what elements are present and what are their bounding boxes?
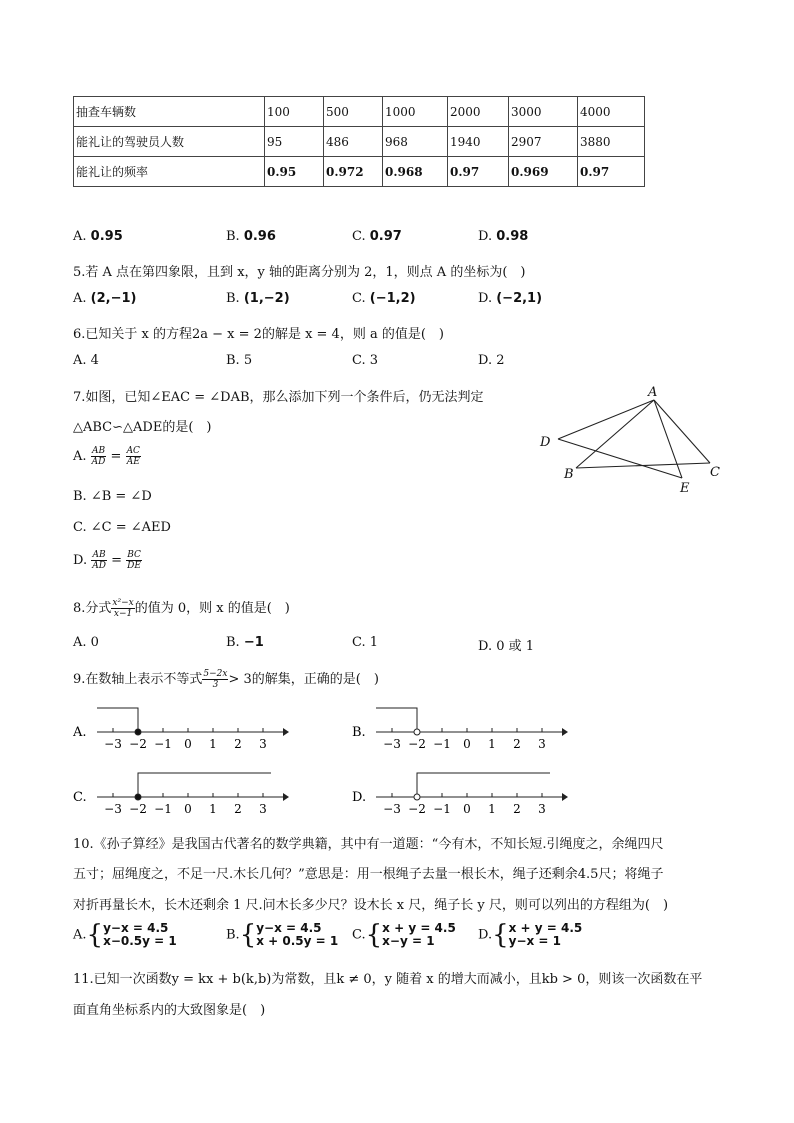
segment-de [558, 439, 682, 478]
tick-label: −1 [154, 802, 172, 816]
q6-option-d[interactable]: D. 2 [478, 353, 505, 368]
q6-text: 6.已知关于 x 的方程2a − x = 2的解是 x = 4，则 a 的值是( ) [73, 327, 444, 342]
segment-ad [558, 400, 654, 439]
option-letter: B. [352, 725, 366, 740]
tick-label: −1 [433, 737, 451, 751]
q9-option-c-numberline[interactable] [73, 765, 293, 825]
tick-label: 0 [184, 737, 192, 751]
segment-ac [654, 400, 710, 463]
row-label: 抽查车辆数 [74, 97, 265, 127]
tick-label: 0 [184, 802, 192, 816]
table-cell: 0.97 [578, 157, 645, 187]
tick-label: 3 [259, 802, 267, 816]
option-letter: C. [73, 790, 87, 805]
q8-option-a[interactable]: A. 0 [73, 635, 99, 650]
table-cell: 0.968 [383, 157, 448, 187]
label-c: C [710, 465, 720, 480]
q7-line2: △ABC∽△ADE的是( ) [73, 420, 212, 435]
table-cell: 4000 [578, 97, 645, 127]
solution-range [376, 708, 417, 732]
tick-label: −2 [408, 802, 426, 816]
tick-label: 2 [513, 802, 521, 816]
tick-label: 0 [463, 802, 471, 816]
q8-text: 8.分式 $\frac{\text{x²−x}}{x-1}$ 的值为 0，则 x 的值是( ) [73, 598, 290, 619]
q10-option-a[interactable]: A.{y−x = 4.5 x−0.5y = 1 [73, 920, 177, 950]
table-cell: 0.972 [324, 157, 383, 187]
table-cell: 486 [324, 127, 383, 157]
table-row [74, 127, 645, 157]
q6-option-c[interactable]: C. 3 [352, 353, 379, 368]
hollow-endpoint [414, 729, 420, 735]
q10-line2: 五寸；屈绳度之，不足一尺.木长几何？”意思是：用一根绳子去量一根长木，绳子还剩余4.5尺；将绳子 [73, 867, 664, 882]
tick-label: 3 [259, 737, 267, 751]
option-letter: D. [352, 790, 367, 805]
tick-label: 2 [513, 737, 521, 751]
tick-label: 3 [538, 802, 546, 816]
table-cell: 1000 [383, 97, 448, 127]
q4-option-c[interactable]: C. 0.97 [352, 229, 402, 244]
q7-option-c[interactable]: C. ∠C = ∠AED [73, 520, 171, 535]
row-label: 能礼让的频率 [74, 157, 265, 187]
q4-option-a[interactable]: A. 0.95 [73, 229, 123, 244]
tick-label: 2 [234, 737, 242, 751]
q6-option-b[interactable]: B. 5 [226, 353, 253, 368]
table-cell: 3000 [509, 97, 578, 127]
axis-arrow [562, 793, 568, 801]
q9-option-b-numberline[interactable] [352, 700, 572, 760]
table-cell: 0.969 [509, 157, 578, 187]
q7-option-a[interactable]: A. $\frac{AB}{AD}$ = $\frac{AC}{AE}$ [73, 446, 140, 467]
q10-option-c[interactable]: C.{x + y = 4.5 x−y = 1 [352, 920, 456, 950]
tick-label: 3 [538, 737, 546, 751]
q8-option-c[interactable]: C. 1 [352, 635, 379, 650]
q6-option-a[interactable]: A. 4 [73, 353, 99, 368]
solution-range [97, 708, 138, 732]
tick-label: 1 [209, 737, 217, 751]
q4-option-b[interactable]: B. 0.96 [226, 229, 276, 244]
table-row [74, 157, 645, 187]
table-row [74, 97, 645, 127]
segment-ab [576, 400, 654, 468]
segment-bc [576, 463, 710, 468]
table-cell: 1940 [448, 127, 509, 157]
table-cell: 2907 [509, 127, 578, 157]
axis-arrow [283, 793, 289, 801]
table-cell: 500 [324, 97, 383, 127]
tick-label: −1 [154, 737, 172, 751]
q7-option-d[interactable]: D. $\frac{AB}{AD}$ = $\frac{BC}{DE}$ [73, 550, 141, 571]
q11-line2: 面直角坐标系内的大致图象是( ) [73, 1003, 266, 1018]
label-a: A [648, 385, 658, 400]
q9-text: 9.在数轴上表示不等式 $\frac{5-2x}{3}$ > 3的解集，正确的是( ) [73, 669, 379, 690]
solid-endpoint [135, 729, 141, 735]
solid-endpoint [135, 794, 141, 800]
tick-label: −1 [433, 802, 451, 816]
tick-label: 1 [488, 737, 496, 751]
tick-label: 2 [234, 802, 242, 816]
tick-label: −2 [129, 737, 147, 751]
q5-option-d[interactable]: D. (−2,1) [478, 291, 543, 306]
q4-option-d[interactable]: D. 0.98 [478, 229, 529, 244]
tick-label: 0 [463, 737, 471, 751]
tick-label: 1 [209, 802, 217, 816]
table-cell: 100 [265, 97, 324, 127]
tick-label: −2 [129, 802, 147, 816]
tick-label: −3 [383, 802, 401, 816]
q10-option-d[interactable]: D.{x + y = 4.5 y−x = 1 [478, 920, 583, 950]
q7-line1: 7.如图，已知∠EAC = ∠DAB，那么添加下列一个条件后，仍无法判定 [73, 390, 484, 405]
label-b: B [564, 467, 574, 482]
q8-option-d[interactable]: D. 0 或 1 [478, 639, 535, 654]
q11-line1: 11.已知一次函数y = kx + b(k,b)为常数，且k ≠ 0，y 随着 x 的增大而减小，且kb > 0，则该一次函数在平 [73, 972, 703, 987]
tick-label: 1 [488, 802, 496, 816]
q8-option-b[interactable]: B. −1 [226, 635, 264, 650]
row-label: 能礼让的驾驶员人数 [74, 127, 265, 157]
q10-option-b[interactable]: B.{y−x = 4.5 x + 0.5y = 1 [226, 920, 339, 950]
label-d: D [540, 435, 551, 450]
hollow-endpoint [414, 794, 420, 800]
q5-option-a[interactable]: A. (2,−1) [73, 291, 137, 306]
tick-label: −3 [104, 737, 122, 751]
table-cell: 968 [383, 127, 448, 157]
q9-option-d-numberline[interactable] [352, 765, 572, 825]
tick-label: −3 [383, 737, 401, 751]
table-cell: 3880 [578, 127, 645, 157]
tick-label: −2 [408, 737, 426, 751]
q10-line3: 对折再量长木，长木还剩余 1 尺.问木长多少尺？设木长 x 尺，绳子长 y 尺，则可以列出的方程组为( ) [73, 898, 669, 913]
q7-triangle-figure [530, 380, 730, 500]
label-e: E [680, 481, 690, 496]
option-letter: A. [73, 725, 87, 740]
table-cell: 2000 [448, 97, 509, 127]
solution-range [417, 773, 550, 797]
q9-option-a-numberline[interactable] [73, 700, 293, 760]
segment-ae [654, 400, 682, 478]
q10-line1: 10.《孙子算经》是我国古代著名的数学典籍，其中有一道题：“今有木，不知长短.引绳度之，余绳四尺 [73, 837, 664, 852]
solution-range [138, 773, 271, 797]
data-table [73, 96, 645, 187]
q5-text: 5.若 A 点在第四象限，且到 x，y 轴的距离分别为 2，1，则点 A 的坐标为( ) [73, 265, 526, 280]
table-cell: 95 [265, 127, 324, 157]
q7-option-b[interactable]: B. ∠B = ∠D [73, 489, 152, 504]
tick-label: −3 [104, 802, 122, 816]
axis-arrow [562, 728, 568, 736]
table-cell: 0.95 [265, 157, 324, 187]
table-cell: 0.97 [448, 157, 509, 187]
q5-option-b[interactable]: B. (1,−2) [226, 291, 290, 306]
axis-arrow [283, 728, 289, 736]
q5-option-c[interactable]: C. (−1,2) [352, 291, 416, 306]
